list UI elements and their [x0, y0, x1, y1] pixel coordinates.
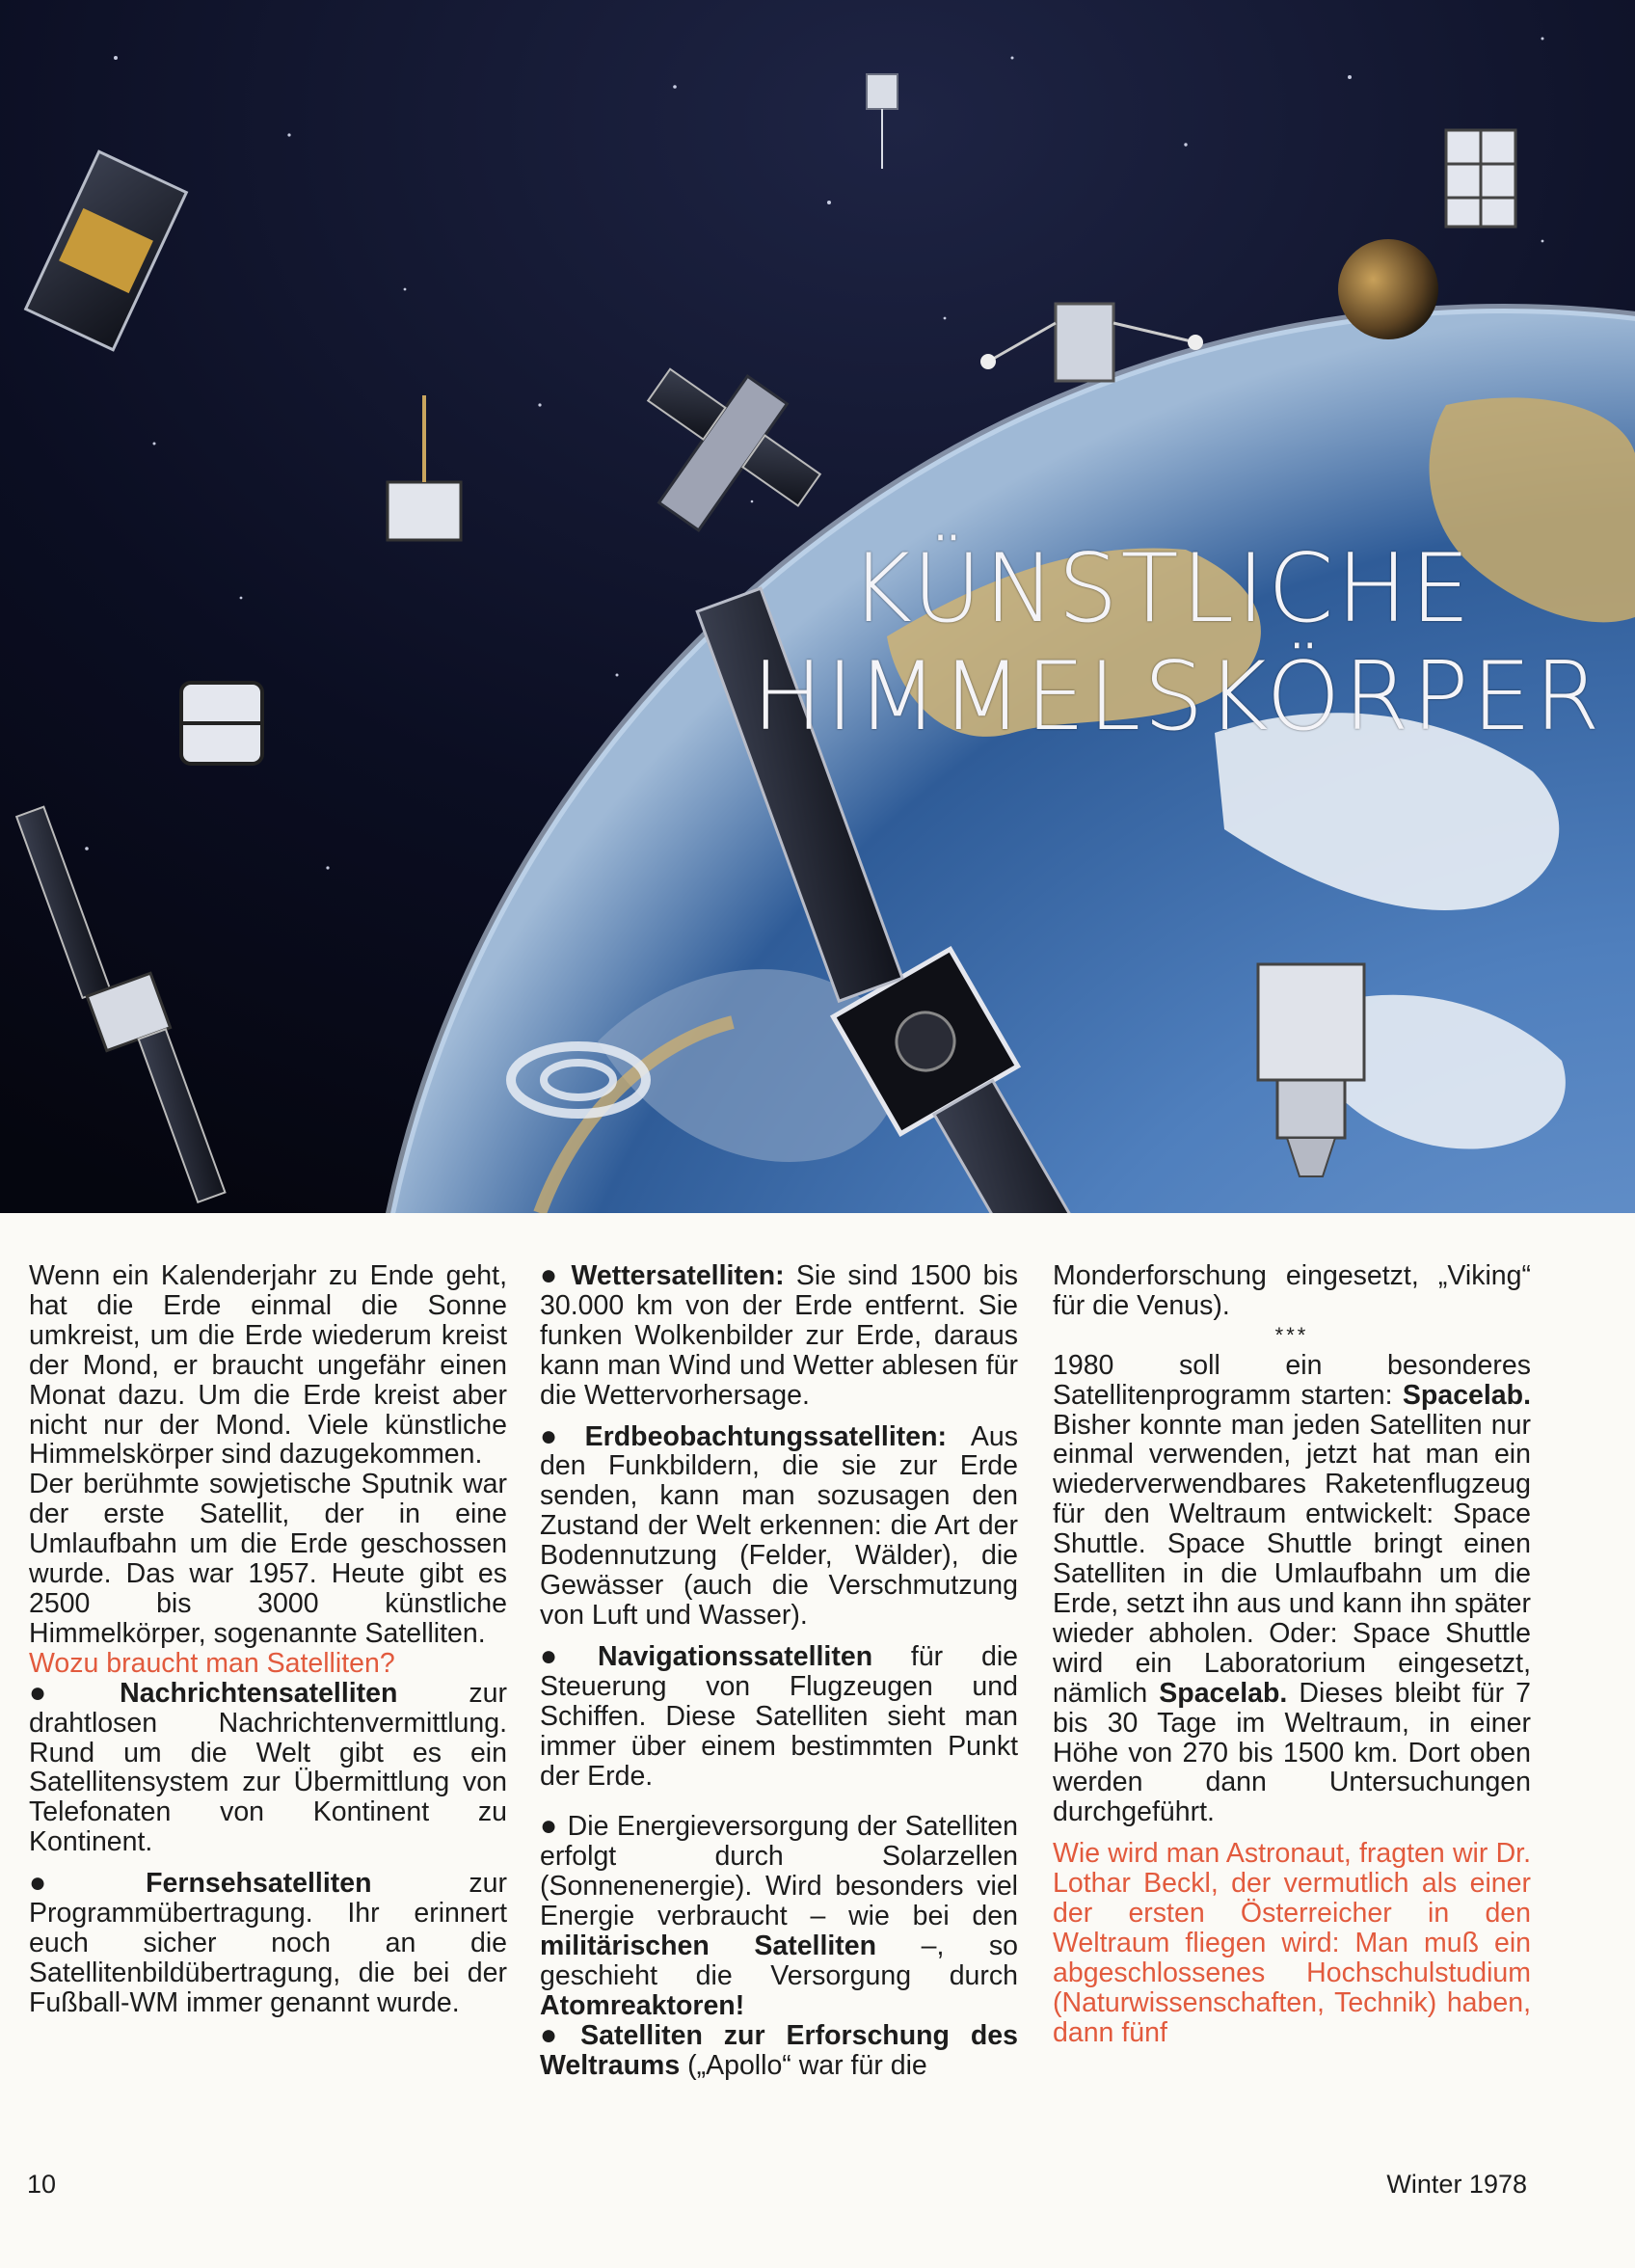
bullet-icon: ● [540, 1810, 558, 1843]
bullet-icon: ● [540, 1259, 562, 1291]
bullet-icon: ● [540, 2018, 572, 2051]
subheading: Wozu braucht man Satelliten? [29, 1647, 395, 1679]
paragraph-spacelab [1053, 1351, 1531, 1828]
page-number: 10 [27, 2170, 57, 2199]
article-column-3 [1053, 1261, 1531, 2048]
section-divider: *** [1274, 1322, 1309, 1347]
list-item [540, 1419, 1018, 1631]
list-item [29, 1676, 507, 1858]
paragraph-astronaut: Wie wird man Astronaut, fragten wir Dr. Lothar Beckl, der vermutlich als einer der ersten Österreicher in den Weltraum fliegen wird: Man muß ein abgeschlossenes Hochschulstudium (Naturwissenschaften, Technik) haben, dann fünf [1053, 1838, 1531, 2048]
term: Erdbeobachtungssatelliten: [584, 1420, 947, 1452]
text-run: 1980 soll ein besonderes Satellitenprogramm starten: [1053, 1349, 1531, 1411]
energy-text: Die Energieversorgung der Satelliten erfolgt durch Solarzellen (Sonnenenergie). Wird besonders viel Energie verbraucht – wie bei den [540, 1811, 1018, 1932]
energy-text: –, so geschieht die Versorgung durch [540, 1930, 1018, 1991]
list-item [540, 1812, 1018, 2020]
term: Fernsehsatelliten [146, 1868, 372, 1900]
term: Satelliten zur Erforschung des Weltraums [540, 2019, 1018, 2081]
bullet-icon: ● [540, 1419, 576, 1452]
list-item [540, 1639, 1018, 1792]
term: militärischen Satelliten [540, 1930, 877, 1962]
text-run: Bisher konnte man jeden Satelliten nur einmal verwenden, jetzt hat man ein wiederverwendbares Raketenflugzeug für den Weltraum entwickelt: Space Shuttle. Space Shuttle bringt einen Satelliten in die Umlaufbahn um die Erde, setzt ihn aus und kann ihn später wieder abholen. Oder: Space Shuttle wird ein Laboratorium eingesetzt, nämlich [1053, 1409, 1531, 1709]
bullet-icon: ● [29, 1676, 111, 1709]
term-description: Aus den Funkbildern, die sie zur Erde senden, kann man sozusagen den Zustand der Welt erkennen: die Art der Bodennutzung (Felder, Wälder), die Gewässer (auch die Verschmutzung von Luft und Wasser). [540, 1420, 1018, 1631]
term-description: Sie sind 1500 bis 30.000 km von der Erde entfernt. Sie funken Wolkenbilder zur Erde, daraus kann man Wind und Wetter ablesen für die Wettervorhersage. [540, 1260, 1019, 1411]
bullet-icon: ● [29, 1867, 137, 1900]
term: Nachrichtensatelliten [120, 1677, 398, 1709]
article-column-2 [540, 1261, 1018, 2081]
list-item [29, 1869, 507, 2018]
headline-line-1: KÜNSTLICHE [849, 534, 1473, 644]
term: Wettersatelliten: [571, 1260, 785, 1291]
headline [752, 534, 1603, 752]
term: Atomreaktoren! [540, 1989, 745, 2021]
term-description: zur drahtlosen Nachrichtenvermittlung. Rund um die Welt gibt es ein Satellitensystem zur Übermittlung von Telefonaten von Kontinent zu Kontinent. [29, 1677, 507, 1858]
headline-line-2: HIMMELSKÖRPER [752, 642, 1603, 752]
term: Spacelab. [1402, 1379, 1531, 1411]
issue-label: Winter 1978 [1386, 2170, 1527, 2199]
article-column-1 [29, 1261, 507, 2018]
term-description: zur Programmübertragung. Ihr erinnert euch sicher noch an die Satellitenbildübertragung, die bei der Fußball-WM immer genannt wurde. [29, 1868, 507, 2018]
text-run: Dieses bleibt für 7 bis 30 Tage im Weltraum, in einer Höhe von 270 bis 1500 km. Dort oben werden dann Untersuchungen durchgeführt. [1053, 1677, 1532, 1828]
term: Spacelab. [1159, 1677, 1288, 1709]
bullet-icon: ● [540, 1639, 589, 1672]
paragraph-continued: Monderforschung eingesetzt, „Viking“ für die Venus). [1053, 1260, 1531, 1321]
list-item [540, 1261, 1018, 1411]
paragraph-sputnik: Der berühmte sowjetische Sputnik war der erste Satellit, der in eine Umlaufbahn um die Erde geschossen wurde. Das war 1957. Heute gibt es 2500 bis 3000 künstliche Himmelkörper, sogenannte Satelliten. [29, 1469, 507, 1649]
list-item [540, 2018, 1018, 2081]
term-description: („Apollo“ war für die [680, 2049, 927, 2081]
term-description: für die Steuerung von Flugzeugen und Schiffen. Diese Satelliten sieht man immer über einem bestimmten Punkt der Erde. [540, 1640, 1018, 1792]
paragraph-intro: Wenn ein Kalenderjahr zu Ende geht, hat die Erde einmal die Sonne umkreist, um die Erde wiederum kreist der Mond, er braucht ungefähr einen Monat dazu. Um die Erde kreist aber nicht nur der Mond. Viele künstliche Himmelskörper sind dazugekommen. [29, 1260, 507, 1471]
term: Navigationssatelliten [598, 1640, 873, 1672]
